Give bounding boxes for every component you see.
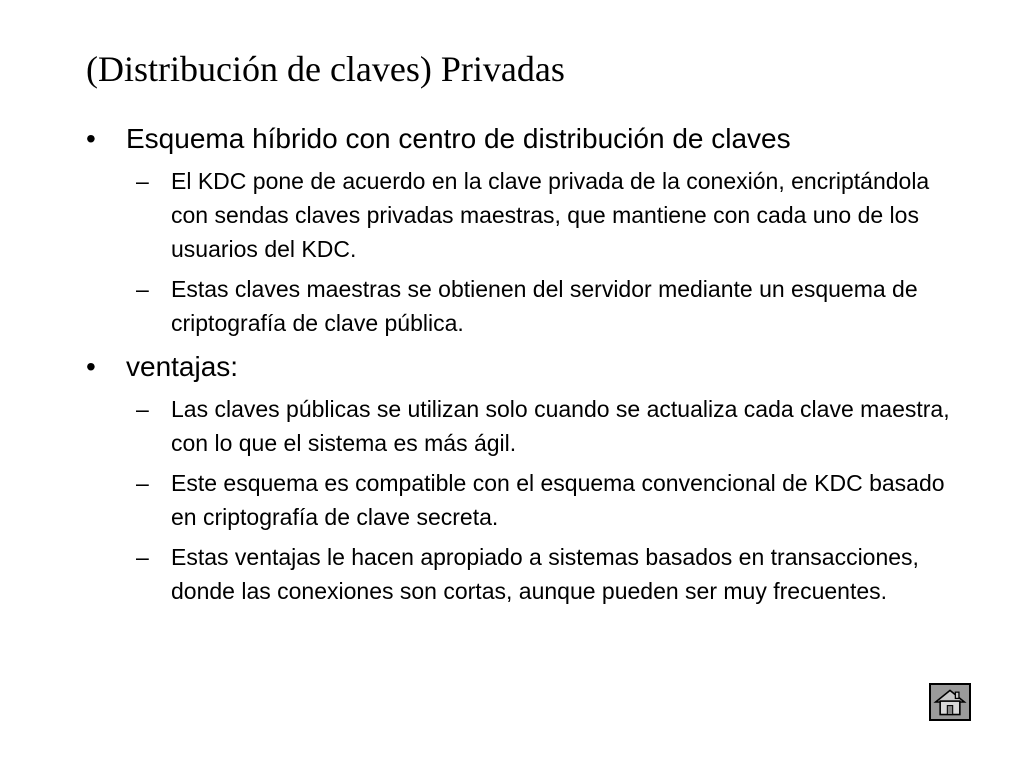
sub-bullet-marker: – [136,470,149,496]
sub-bullet-text: Estas ventajas le hacen apropiado a sistemas basados en transacciones, donde las conexiones son cortas, aunque pueden ser muy frecuentes. [171,544,919,604]
sub-bullet-claves-publicas [136,392,966,460]
sub-bullet-text: Las claves públicas se utilizan solo cuando se actualiza cada clave maestra, con lo que el sistema es más ágil. [171,396,950,456]
sub-bullet-text: Este esquema es compatible con el esquema convencional de KDC basado en criptografía de clave secreta. [171,470,945,530]
sub-bullet-marker: – [136,168,149,194]
sub-bullet-transacciones [136,540,966,608]
sub-bullet-kdc-acuerdo [136,164,966,266]
sub-bullet-marker: – [136,276,149,302]
slide-body [86,118,966,614]
sub-bullet-compatible [136,466,966,534]
bullet-marker: • [86,351,96,382]
sub-bullet-text: El KDC pone de acuerdo en la clave privada de la conexión, encriptándola con sendas claves privadas maestras, que mantiene con cada uno de los usuarios del KDC. [171,168,930,262]
sub-bullet-list [136,164,966,340]
bullet-text: Esquema híbrido con centro de distribución de claves [126,123,791,154]
bullet-ventajas [86,346,966,388]
sub-bullet-text: Estas claves maestras se obtienen del servidor mediante un esquema de criptografía de clave pública. [171,276,918,336]
bullet-esquema-hibrido [86,118,966,160]
bullet-marker: • [86,123,96,154]
home-icon [931,685,969,719]
sub-bullet-marker: – [136,396,149,422]
home-button[interactable] [929,683,971,721]
sub-bullet-claves-maestras [136,272,966,340]
sub-bullet-marker: – [136,544,149,570]
bullet-text: ventajas: [126,351,239,382]
sub-bullet-list [136,392,966,608]
slide-title: (Distribución de claves) Privadas [86,49,565,89]
